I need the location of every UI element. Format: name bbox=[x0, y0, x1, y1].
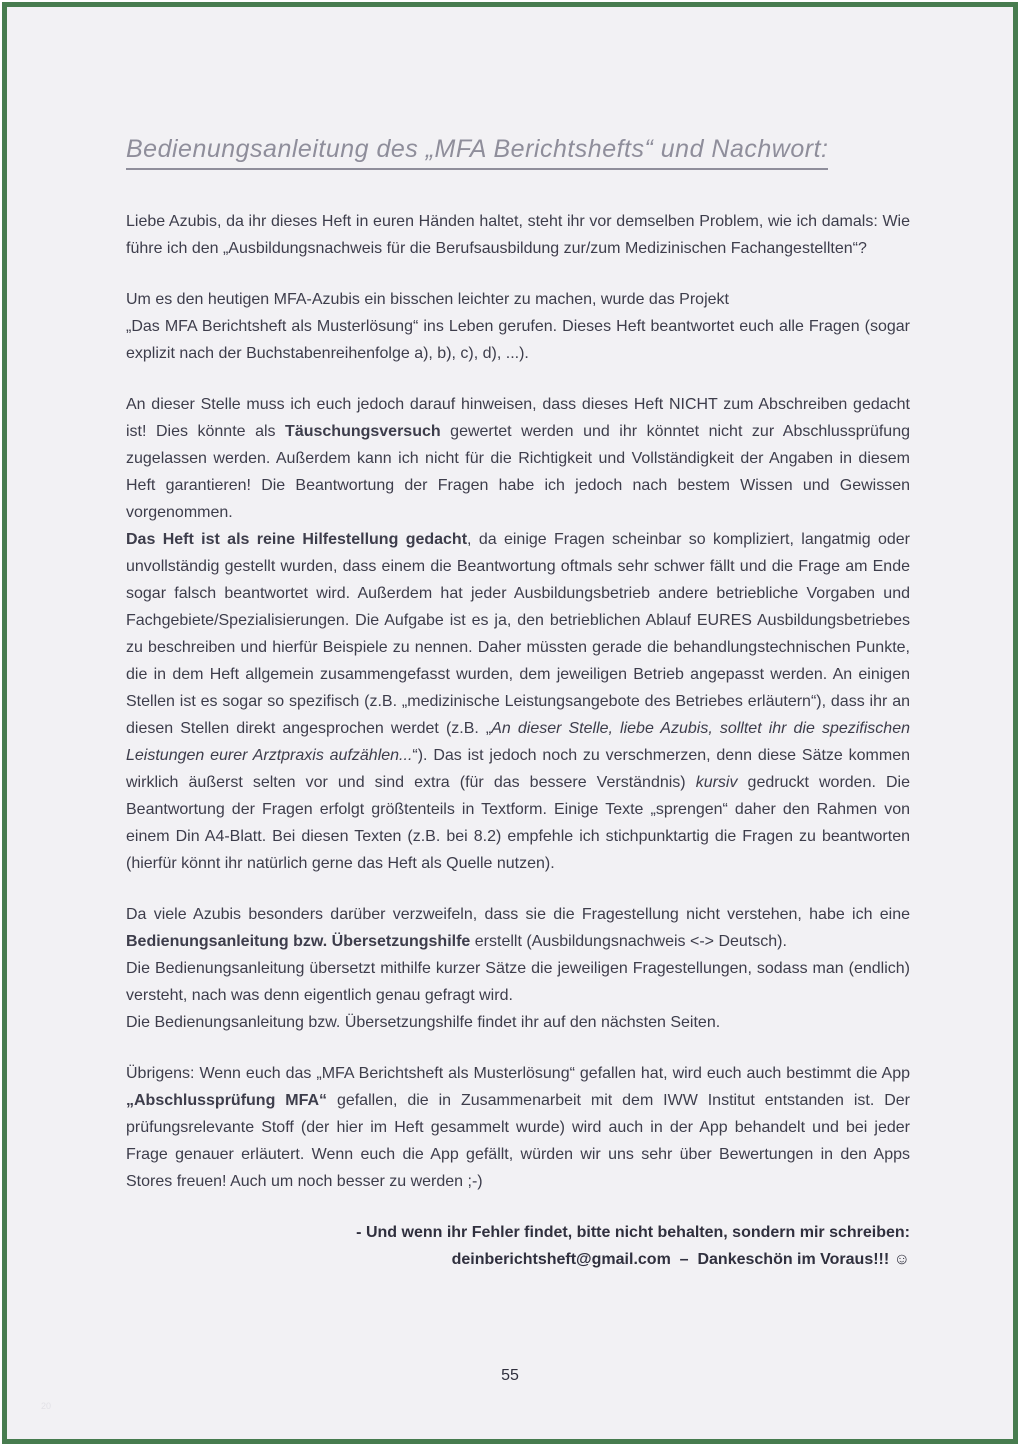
paragraph-uebersetzung: Da viele Azubis besonders darüber verzweifeln, dass sie die Fragestellung nicht verstehen, habe ich eine Bedienungsanleitung bzw. Übersetzungshilfe erstellt (Ausbildungsnachweis <-> Deutsch). Die Bedienungsanleitung übersetzt mithilfe kurzer Sätze die jeweiligen Fragestellungen, sodass man (endlich) versteht, nach was denn eigentlich genau gefragt wird. Die Bedienungsanleitung bzw. Übersetzungshilfe findet ihr auf den nächsten Seiten. bbox=[126, 906, 910, 1031]
page-title-text: Bedienungsanleitung des „MFA Berichtshefts“ und Nachwort: bbox=[126, 135, 828, 170]
paragraph-hilfestellung: Das Heft ist als reine Hilfestellung gedacht, da einige Fragen scheinbar so kompliziert, langatmig oder unvollständig gestellt wurden, dass einem die Beantwortung oftmals sehr schwer fällt und die Frage am Ende sogar falsch beantwortet wird. Außerdem hat jeder Ausbildungsbetrieb andere betriebliche Vorgaben und Fachgebiete/Spezialisierungen. Die Aufgabe ist es ja, den betrieblichen Ablauf EURES Ausbildungsbetriebes zu beschreiben und hierfür Beispiele zu nennen. Daher müssten gerade die behandlungstechnischen Punkte, die in dem Heft allgemein zusammengefasst wurden, dem jeweiligen Betrieb angepasst werden. An einigen Stellen ist es sogar so spezifisch (z.B. „medizinische Leistungsangebote des Betriebes erläutern“), dass ihr an diesen Stellen direkt angesprochen werdet (z.B. „An dieser Stelle, liebe Azubis, solltet ihr die spezifischen Leistungen eurer Arztpraxis aufzählen...“). Das ist jedoch noch zu verschmerzen, denn diese Sätze kommen wirklich äußerst selten vor und sind extra (für das bessere Verständnis) kursiv gedruckt worden. Die Beantwortung der Fragen erfolgt größtenteils in Textform. Einige Texte „sprengen“ daher den Rahmen von einem Din A4-Blatt. Bei diesen Texten (z.B. bei 8.2) empfehle ich stichpunktartig die Fragen zu beantworten (hierfür könnt ihr natürlich gerne das Heft als Quelle nutzen). bbox=[126, 531, 911, 872]
paragraph-uebrigens: Übrigens: Wenn euch das „MFA Berichtsheft als Musterlösung“ gefallen hat, wird euch auch bestimmt die App „Abschlussprüfung MFA“ gefallen, die in Zusammenarbeit mit dem IWW Institut entstanden ist. Der prüfungsrelevante Stoff (der hier im Heft gesammelt wurde) wird auch in der App behandelt und bei jeder Frage genauer erläutert. Wenn euch die App gefällt, würden wir uns sehr über Bewertungen in den Apps Stores freuen! Auch um noch besser zu werden ;-) bbox=[126, 1065, 910, 1190]
page-number: 55 bbox=[501, 1367, 519, 1384]
paragraph-hinweis: An dieser Stelle muss ich euch jedoch darauf hinweisen, dass dieses Heft NICHT zum Abschreiben gedacht ist! Dies könnte als Täuschungsversuch gewertet werden und ihr könntet nicht zur Abschlussprüfung zugelassen werden. Außerdem kann ich nicht für die Richtigkeit und Vollständigkeit der Angaben in diesem Heft garantieren! Die Beantwortung der Fragen habe ich jedoch nach bestem Wissen und Gewissen vorgenommen. bbox=[126, 396, 910, 521]
watermark: 20 bbox=[41, 1401, 52, 1411]
page-title bbox=[126, 135, 910, 164]
page-content bbox=[126, 135, 910, 1273]
paragraph-feedback: - Und wenn ihr Fehler findet, bitte nicht behalten, sondern mir schreiben: deinberichtsheft@gmail.com – Dankeschön im Voraus!!! ☺ bbox=[356, 1224, 910, 1268]
paragraph-intro: Liebe Azubis, da ihr dieses Heft in euren Händen haltet, steht ihr vor demselben Problem, wie ich damals: Wie führe ich den „Ausbildungsnachweis für die Berufsausbildung zur/zum Medizinischen Fachangestellten“? bbox=[126, 213, 910, 257]
paragraph-projekt: Um es den heutigen MFA-Azubis ein bisschen leichter zu machen, wurde das Projekt „Das MFA Berichtsheft als Musterlösung“ ins Leben gerufen. Dieses Heft beantwortet euch alle Fragen (sogar explizit nach der Buchstabenreihenfolge a), b), c), d), ...). bbox=[126, 291, 910, 362]
page-frame bbox=[2, 2, 1018, 1444]
